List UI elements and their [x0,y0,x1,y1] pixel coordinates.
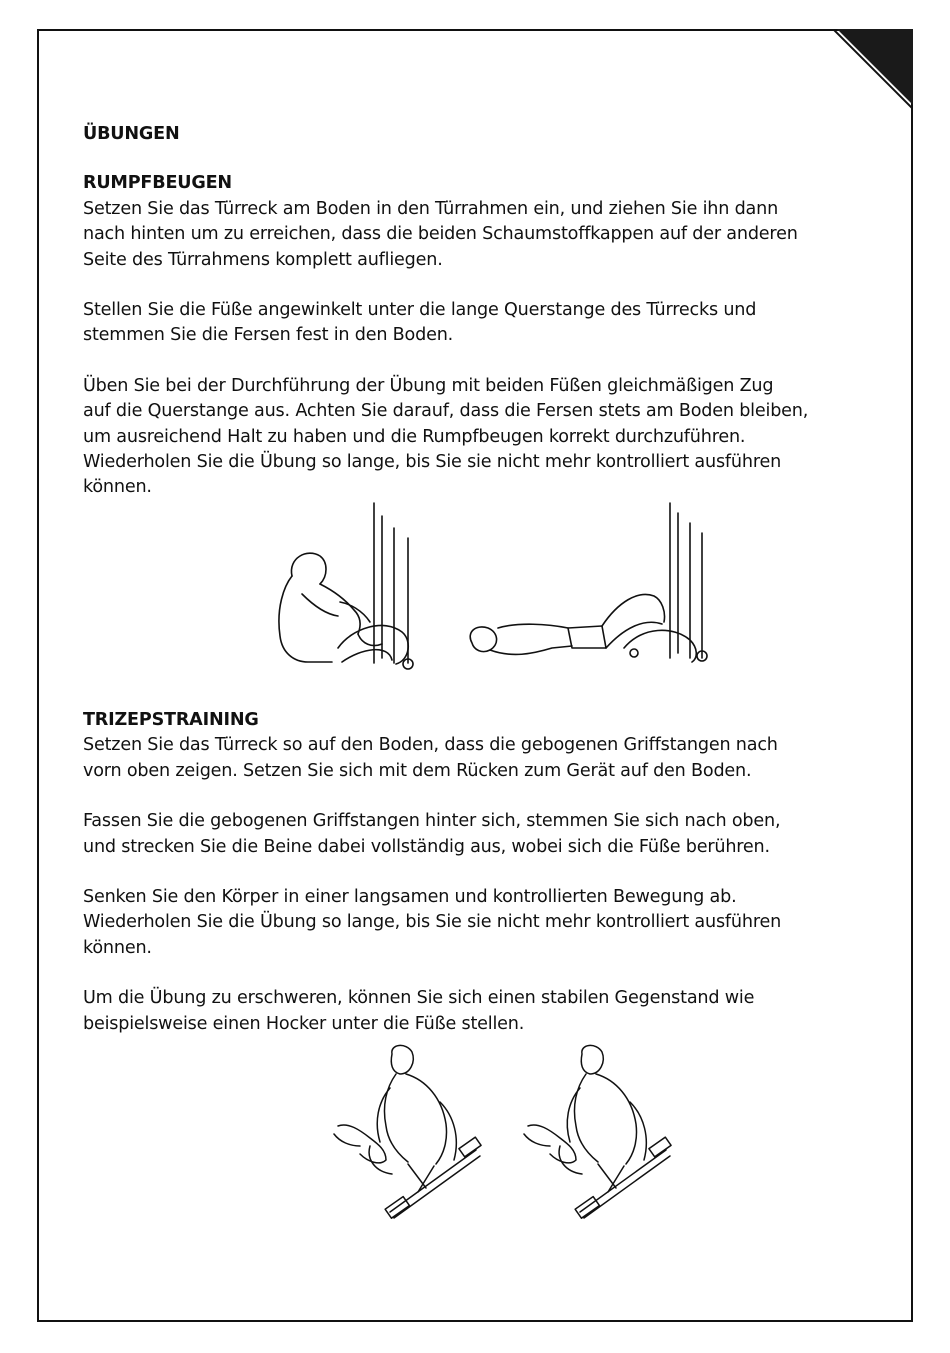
lying-figure-icon [470,503,707,662]
page-title: ÜBUNGEN [83,124,180,144]
paragraph: Stellen Sie die Füße angewinkelt unter die lange Querstange des Türrecks und stemmen Sie die Fersen fest in den Boden. [83,300,757,346]
paragraph: Setzen Sie das Türreck am Boden in den Türrahmen ein, und ziehen Sie ihn dann nach hinten um zu erreichen, dass die beiden Schaumstoffkappen auf der anderen Seite des Türrahmens komplett aufliegen. [83,198,798,270]
triceps-illustration [330,1042,690,1227]
section-heading-trizepstraining: TRIZEPSTRAINING [83,709,259,730]
dip-figure-left-icon [334,1045,481,1218]
situp-illustration [262,498,722,683]
paragraph: Senken Sie den Körper in einer langsamen und kontrollierten Bewegung ab. Wiederholen Sie die Übung so lange, bis Sie sie nicht mehr kontrolliert ausführen können. [83,886,782,958]
paragraph: Üben Sie bei der Durchführung der Übung mit beiden Füßen gleichmäßigen Zug auf die Querstange aus. Achten Sie darauf, dass die Fersen stets am Boden bleiben, um ausreichend Halt zu haben und die Rumpfbeugen korrekt durchzuführen. Wiederholen Sie die Übung so lange, bis Sie sie nicht mehr kontrolliert ausführen können. [83,375,809,498]
paragraph: Um die Übung zu erschweren, können Sie sich einen stabilen Gegenstand wie beispielsweise einen Hocker unter die Füße stellen. [83,988,755,1034]
dip-figure-right-icon [524,1045,671,1218]
corner-tab-icon [833,29,913,109]
paragraph: Fassen Sie die gebogenen Griffstangen hinter sich, stemmen Sie sich nach oben, und strecken Sie die Beine dabei vollständig aus, wobei sich die Füße berühren. [83,811,781,857]
crunch-figure-icon [279,503,413,669]
paragraph: Setzen Sie das Türreck so auf den Boden, dass die gebogenen Griffstangen nach vorn oben zeigen. Setzen Sie sich mit dem Rücken zum Gerät auf den Boden. [83,735,778,781]
section-heading-rumpfbeugen: RUMPFBEUGEN [83,173,232,194]
